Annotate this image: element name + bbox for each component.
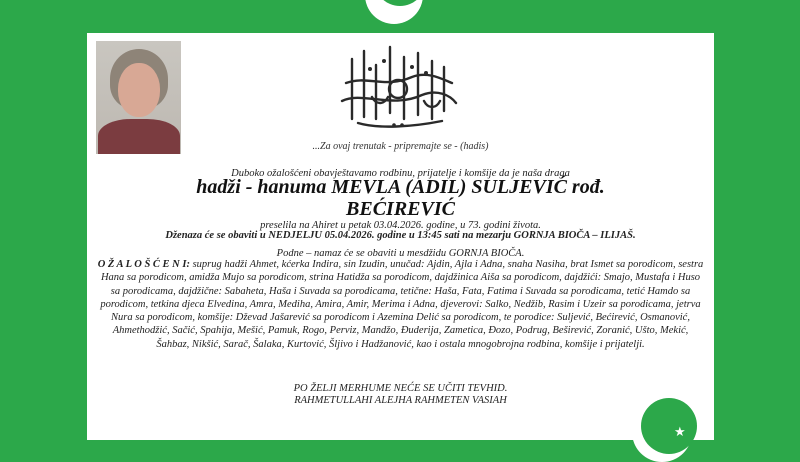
obituary-card [87, 33, 714, 440]
rahmetullahi-text: RAHMETULLAHI ALEJHA RAHMETEN VASIAH [294, 395, 507, 406]
ozaloseni-list: suprug hadži Ahmet, kćerka Indira, sin Izudin, unučad: Ajdin, Ajla i Adna, snaha Nasiha, brat Ismet sa porodicom, sestra Hana sa porodicom, amidža Mujo sa porodicom, strina Hatidža sa porodicom, dajdžinica Aiša sa porodicom, dajdžići: Smajo, Mustafa i Huso sa porodicama, dajdžične: Sabaheta, Haša i Suvada sa porodicama, tetične: Haša, Fata, Fatima i Suvada sa porodicama, tetić Hamdo sa porodicom, tetkina djeca Elvedina, Amra, Mediha, Amira, Amir, Merima i Adna, djeverovi: Salko, Nedžib, Rasim i Uzeir sa porodicama, jetrva Nura sa porodicom, komšije: Dževad Jašarević sa porodicom i Azemina Delić sa porodicom, te porodice: Suljević, Bećirević, Osmanović, Ahmethodžić, Sačić, Spahija, Mešić, Pamuk, Rogo, Perviz, Mandžo, Đuderija, Zametica, Đozo, Podrug, Beširević, Zoranić, Ušto, Mekić, Šahbaz, Nikšić, Sarač, Šalaka, Kurtović, Šljivo i Hadžanović, kao i ostala mnogobrojna rodbina, komšije i prijatelji. [100, 259, 704, 350]
deceased-name [117, 176, 684, 220]
name-line-2: BEĆIREVIĆ [346, 198, 455, 220]
deceased-photo [96, 41, 181, 154]
dzenaza-text: Dženaza će se obaviti u NEDJELJU 05.04.2026. godine u 13:45 sati na mezarju GORNJA BIOČA – ILIJAŠ. [165, 230, 636, 241]
arabic-calligraphy-icon [332, 39, 462, 131]
name-line-1: hadži - hanuma MEVLA (ADIL) SULJEVIĆ rođ. [196, 176, 605, 198]
star-icon: ★ [674, 425, 686, 440]
hadis-quote: ...Za ovaj trenutak - pripremajte se - (hadis) [312, 141, 489, 152]
ozaloseni-label: O Ž A L O Š Ć E N I: [97, 259, 190, 270]
ozaloseni-paragraph [97, 258, 704, 351]
tevhid-text: PO ŽELJI MERHUME NEĆE SE UČITI TEVHID. [293, 383, 508, 394]
podne-text: Podne – namaz će se obaviti u mesdžidu GORNJA BIOČA. [276, 248, 525, 259]
intro-text: Duboko ožalošćeni obavještavamo rodbinu, prijatelje i komšije da je naša draga [231, 168, 570, 179]
preselila-text: preselila na Ahiret u petak 03.04.2026. godine, u 73. godini života. [260, 220, 541, 231]
crescent-bottom-cut [641, 398, 697, 454]
